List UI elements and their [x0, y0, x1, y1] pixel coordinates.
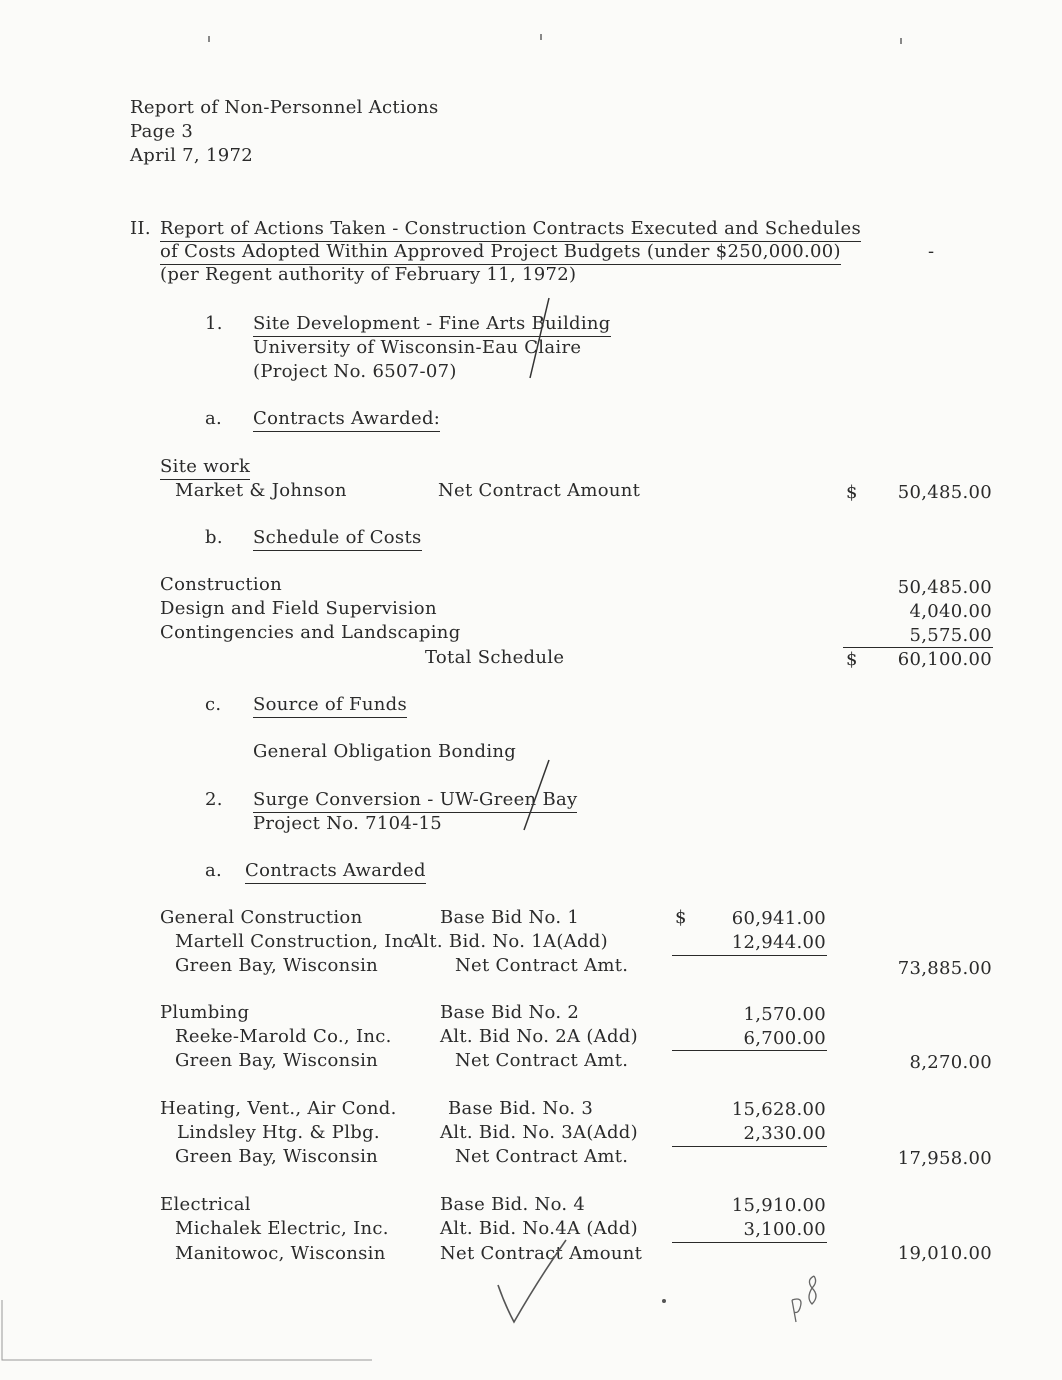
cost-amount: 5,575.00: [909, 625, 992, 646]
contract-base-amount: 15,628.00: [731, 1099, 826, 1120]
contract-base-label: Base Bid. No. 4: [440, 1194, 586, 1215]
contract-alt-label: Alt. Bid. No. 3A(Add): [440, 1122, 638, 1143]
contract-alt-amount: 12,944.00: [731, 932, 826, 953]
contract-net-label: Net Contract Amt.: [455, 1146, 629, 1167]
contract-net-amount: 19,010.00: [897, 1243, 992, 1264]
pen-slash-mark: [524, 760, 549, 830]
contract-alt-label: Alt. Bid. No. 1A(Add): [410, 931, 608, 952]
page-number: Page 3: [130, 121, 194, 142]
section-title-line1: Report of Actions Taken - Construction Contracts Executed and Schedules: [160, 218, 861, 242]
project1-net-dollar: $: [846, 482, 858, 503]
project1-campus: University of Wisconsin-Eau Claire: [253, 337, 582, 358]
project2-project-no: Project No. 7104-15: [253, 813, 443, 834]
project1-number: 1.: [205, 313, 223, 334]
source-of-funds-heading: Source of Funds: [253, 694, 407, 718]
section-title-line2: of Costs Adopted Within Approved Project Budgets (under $250,000.00): [160, 241, 841, 265]
section-title-line3: (per Regent authority of February 11, 1972): [160, 264, 577, 285]
report-date: April 7, 1972: [130, 145, 253, 166]
contract-city: Green Bay, Wisconsin: [175, 1146, 379, 1167]
project1-a-letter: a.: [205, 408, 223, 429]
contract-trade: Plumbing: [160, 1002, 250, 1023]
contract-contractor: Martell Construction, Inc: [175, 931, 414, 952]
section-title-dash: -: [928, 241, 935, 262]
report-title: Report of Non-Personnel Actions: [130, 97, 439, 118]
contract-city: Manitowoc, Wisconsin: [175, 1243, 386, 1264]
cost-label: Contingencies and Landscaping: [160, 622, 461, 643]
total-schedule-label: Total Schedule: [425, 647, 565, 668]
contract-alt-amount: 6,700.00: [743, 1028, 826, 1049]
ink-dot: [662, 1299, 666, 1303]
cost-amount: 50,485.00: [897, 577, 992, 598]
source-of-funds-value: General Obligation Bonding: [253, 741, 517, 762]
cost-amount: 4,040.00: [909, 601, 992, 622]
contract-net-amount: 17,958.00: [897, 1148, 992, 1169]
contract-trade: Heating, Vent., Air Cond.: [160, 1098, 397, 1119]
contract-contractor: Michalek Electric, Inc.: [175, 1218, 389, 1239]
scan-edge-line: [2, 1300, 372, 1360]
project1-net-label: Net Contract Amount: [438, 480, 641, 501]
contract-base-amount: 15,910.00: [731, 1195, 826, 1216]
checkmark-icon: [498, 1240, 566, 1322]
total-amount: 60,100.00: [897, 649, 992, 670]
project2-number: 2.: [205, 789, 223, 810]
contract-trade: Electrical: [160, 1194, 251, 1215]
project2-name: Surge Conversion - UW-Green Bay: [253, 789, 577, 813]
project1-b-letter: b.: [205, 527, 223, 548]
contract-base-amount: 1,570.00: [743, 1004, 826, 1025]
contract-base-label: Base Bid No. 2: [440, 1002, 580, 1023]
project1-c-letter: c.: [205, 694, 222, 715]
contract-net-amount: 8,270.00: [909, 1052, 992, 1073]
total-dollar: $: [846, 649, 858, 670]
contract-base-label: Base Bid. No. 3: [448, 1098, 594, 1119]
site-work-label: Site work: [160, 456, 250, 480]
contract-trade: General Construction: [160, 907, 363, 928]
project1-name: Site Development - Fine Arts Building: [253, 313, 611, 337]
pen-slash-mark: [530, 298, 549, 378]
contract-contractor: Reeke-Marold Co., Inc.: [175, 1026, 392, 1047]
contract-alt-amount: 3,100.00: [743, 1219, 826, 1240]
contract-city: Green Bay, Wisconsin: [175, 1050, 379, 1071]
schedule-of-costs-heading: Schedule of Costs: [253, 527, 422, 551]
project1-project-no: (Project No. 6507-07): [253, 361, 457, 382]
contract-net-label: Net Contract Amt.: [455, 955, 629, 976]
project2-a-letter: a.: [205, 860, 223, 881]
project1-net-amount: 50,485.00: [897, 482, 992, 503]
contract-alt-label: Alt. Bid No. 2A (Add): [440, 1026, 638, 1047]
contract-contractor: Lindsley Htg. & Plbg.: [177, 1122, 380, 1143]
section-numeral: II.: [130, 218, 151, 239]
contract-base-label: Base Bid No. 1: [440, 907, 580, 928]
contract-base-dollar: $: [675, 907, 687, 928]
contract-net-label: Net Contract Amt.: [455, 1050, 629, 1071]
cost-label: Construction: [160, 574, 282, 595]
contract-alt-label: Alt. Bid. No.4A (Add): [440, 1218, 638, 1239]
contract-net-amount: 73,885.00: [897, 958, 992, 979]
contract-alt-amount: 2,330.00: [743, 1123, 826, 1144]
contract-city: Green Bay, Wisconsin: [175, 955, 379, 976]
project1-contracts-awarded-heading: Contracts Awarded:: [253, 408, 440, 432]
contract-net-label: Net Contract Amount: [440, 1243, 643, 1264]
contract-base-amount: 60,941.00: [731, 908, 826, 929]
project2-contracts-awarded-heading: Contracts Awarded: [245, 860, 426, 884]
cost-label: Design and Field Supervision: [160, 598, 437, 619]
project1-contractor: Market & Johnson: [175, 480, 347, 501]
